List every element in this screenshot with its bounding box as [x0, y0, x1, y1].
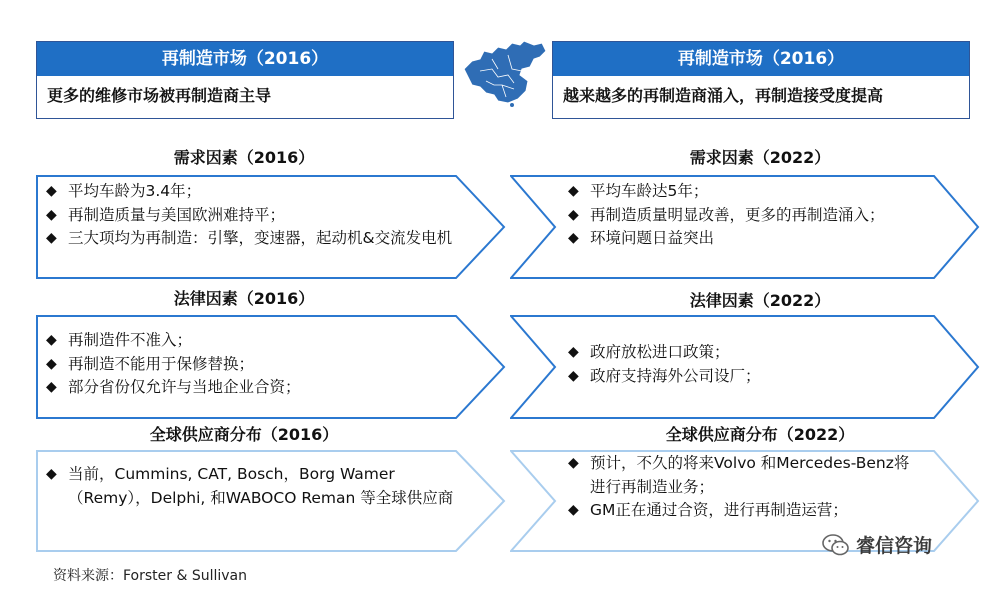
- left-header-box: [36, 41, 454, 119]
- wechat-icon: [822, 533, 850, 557]
- diamond-bullet-icon: ◆: [46, 332, 57, 348]
- list-item: ◆ 当前，Cummins, CAT, Bosch，Borg Wamer（Remy），Delphi, 和WABOCO Reman 等全球供应商: [46, 463, 466, 510]
- watermark-text: 睿信咨询: [856, 535, 933, 557]
- left-law-list: [46, 329, 466, 400]
- china-map-icon: [462, 41, 546, 111]
- diamond-bullet-icon: ◆: [46, 183, 57, 199]
- diamond-bullet-icon: ◆: [568, 502, 579, 518]
- watermark: [822, 531, 932, 558]
- list-item: ◆ 再制造不能用于保修替换；: [46, 353, 466, 377]
- right-supply-list: [568, 452, 928, 523]
- right-header-box: [552, 41, 970, 119]
- left-supply-title: 全球供应商分布（2016）: [149, 425, 339, 444]
- left-header-title: 再制造市场（2016）: [37, 42, 453, 76]
- left-law-title: 法律因素（2016）: [173, 289, 315, 308]
- diamond-bullet-icon: ◆: [568, 367, 579, 384]
- diamond-bullet-icon: ◆: [46, 466, 57, 482]
- right-demand-list: [568, 180, 928, 251]
- left-supply-list: [46, 463, 466, 510]
- diamond-bullet-icon: ◆: [46, 206, 57, 223]
- diamond-bullet-icon: ◆: [568, 230, 579, 246]
- list-item: ◆ 三大项均为再制造：引擎，变速器，起动机&交流发电机: [46, 227, 466, 251]
- list-item: ◆ 预计，不久的将来Volvo 和Mercedes-Benz将进行再制造业务；: [568, 452, 928, 499]
- left-header-subtitle: 更多的维修市场被再制造商主导: [47, 86, 272, 105]
- list-item: ◆ 平均车龄达5年；: [568, 180, 928, 204]
- right-header-title: 再制造市场（2016）: [553, 42, 969, 76]
- list-item: ◆ 环境问题日益突出: [568, 227, 928, 251]
- right-law-title: 法律因素（2022）: [689, 291, 831, 310]
- diamond-bullet-icon: ◆: [46, 355, 57, 372]
- diamond-bullet-icon: ◆: [46, 379, 57, 395]
- diamond-bullet-icon: ◆: [568, 183, 579, 199]
- left-demand-title: 需求因素（2016）: [173, 148, 315, 167]
- diamond-bullet-icon: ◆: [46, 230, 57, 246]
- right-law-list: [568, 341, 928, 388]
- list-item: ◆ 再制造质量与美国欧洲难持平；: [46, 204, 466, 228]
- list-item: ◆ 平均车龄为3.4年；: [46, 180, 466, 204]
- list-item: ◆ 政府支持海外公司设厂；: [568, 365, 928, 389]
- list-item: ◆ 再制造件不准入；: [46, 329, 466, 353]
- list-item: ◆ GM正在通过合资，进行再制造运营；: [568, 499, 928, 523]
- diamond-bullet-icon: ◆: [568, 206, 579, 223]
- left-demand-list: [46, 180, 466, 251]
- list-item: ◆ 部分省份仅允许与当地企业合资；: [46, 376, 466, 400]
- list-item: ◆ 政府放松进口政策；: [568, 341, 928, 365]
- diamond-bullet-icon: ◆: [568, 344, 579, 360]
- diamond-bullet-icon: ◆: [568, 455, 579, 471]
- right-header-subtitle: 越来越多的再制造商涌入，再制造接受度提高: [563, 86, 884, 105]
- right-demand-title: 需求因素（2022）: [689, 148, 831, 167]
- list-item: ◆ 再制造质量明显改善，更多的再制造涌入；: [568, 204, 928, 228]
- right-supply-title: 全球供应商分布（2022）: [665, 425, 855, 444]
- source-note: 资料来源：Forster & Sullivan: [53, 568, 248, 584]
